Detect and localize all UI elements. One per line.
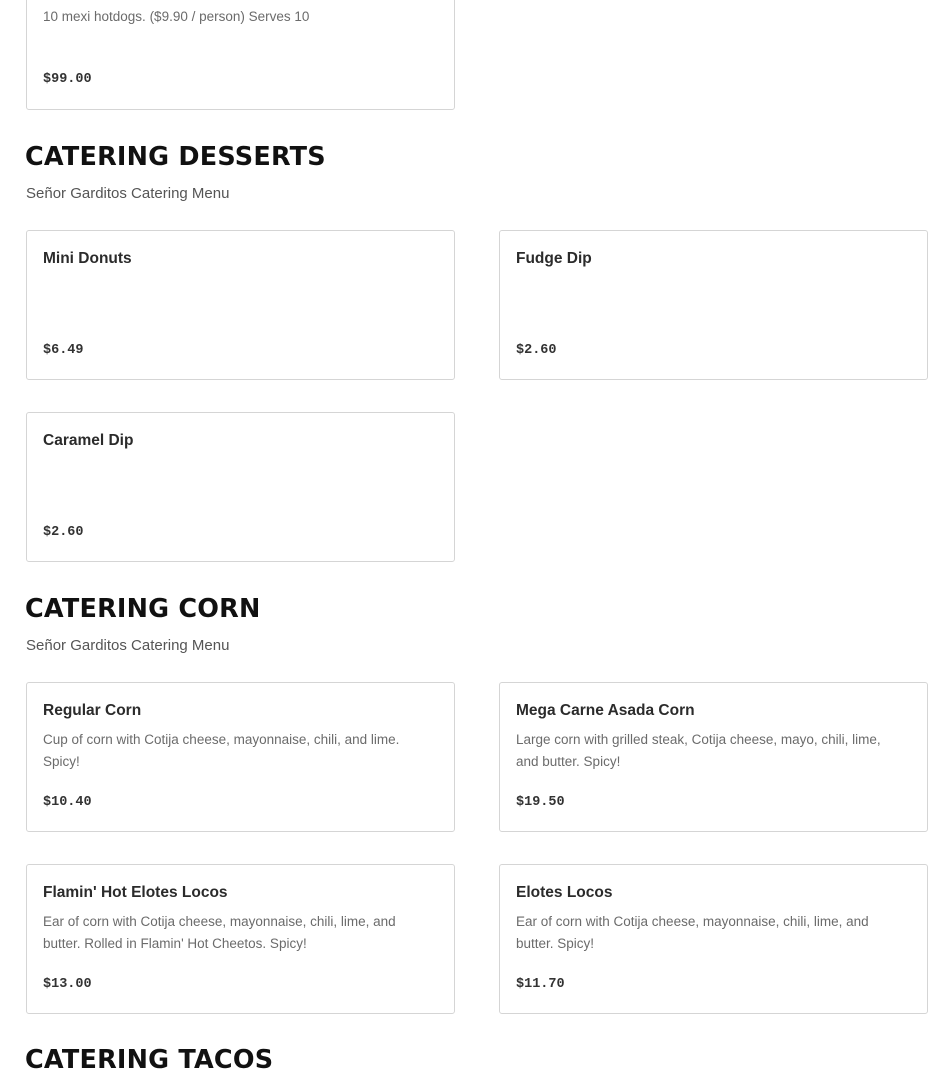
menu-item-price: $2.60 [516, 343, 557, 358]
section-subtitle-desserts: Señor Garditos Catering Menu [26, 185, 230, 202]
menu-item-card[interactable] [26, 864, 455, 1014]
menu-item-name: Caramel Dip [43, 432, 134, 449]
menu-item-description: 10 mexi hotdogs. ($9.90 / person) Serves 10 [43, 9, 310, 24]
menu-item-name: Regular Corn [43, 702, 142, 719]
menu-item-card[interactable] [499, 682, 928, 832]
menu-item-name: Flamin' Hot Elotes Locos [43, 884, 228, 901]
menu-item-price: $10.40 [43, 795, 92, 810]
menu-item-description: Large corn with grilled steak, Cotija cheese, mayo, chili, lime, and butter. Spicy! [516, 732, 881, 769]
menu-item-card[interactable] [26, 0, 455, 110]
section-title-desserts: CATERING DESSERTS [25, 142, 326, 172]
menu-item-price: $6.49 [43, 343, 84, 358]
menu-item-description: Cup of corn with Cotija cheese, mayonnaise, chili, and lime. Spicy! [43, 732, 400, 769]
menu-item-description: Ear of corn with Cotija cheese, mayonnaise, chili, lime, and butter. Rolled in Flamin' Hot Cheetos. Spicy! [43, 914, 396, 951]
menu-item-name: Fudge Dip [516, 250, 592, 267]
menu-item-price: $2.60 [43, 525, 84, 540]
menu-item-price: $99.00 [43, 72, 92, 87]
menu-item-name: Elotes Locos [516, 884, 613, 901]
menu-item-card[interactable] [499, 230, 928, 380]
section-title-tacos: CATERING TACOS [25, 1045, 274, 1075]
menu-item-description: Ear of corn with Cotija cheese, mayonnaise, chili, lime, and butter. Spicy! [516, 914, 869, 951]
menu-item-price: $11.70 [516, 977, 565, 992]
menu-item-card[interactable] [26, 230, 455, 380]
menu-item-card[interactable] [26, 682, 455, 832]
menu-item-name: Mini Donuts [43, 250, 132, 267]
section-title-corn: CATERING CORN [25, 594, 261, 624]
menu-item-name: Mega Carne Asada Corn [516, 702, 695, 719]
menu-item-price: $19.50 [516, 795, 565, 810]
menu-item-card[interactable] [499, 864, 928, 1014]
menu-item-card[interactable] [26, 412, 455, 562]
section-subtitle-corn: Señor Garditos Catering Menu [26, 637, 230, 654]
menu-item-price: $13.00 [43, 977, 92, 992]
